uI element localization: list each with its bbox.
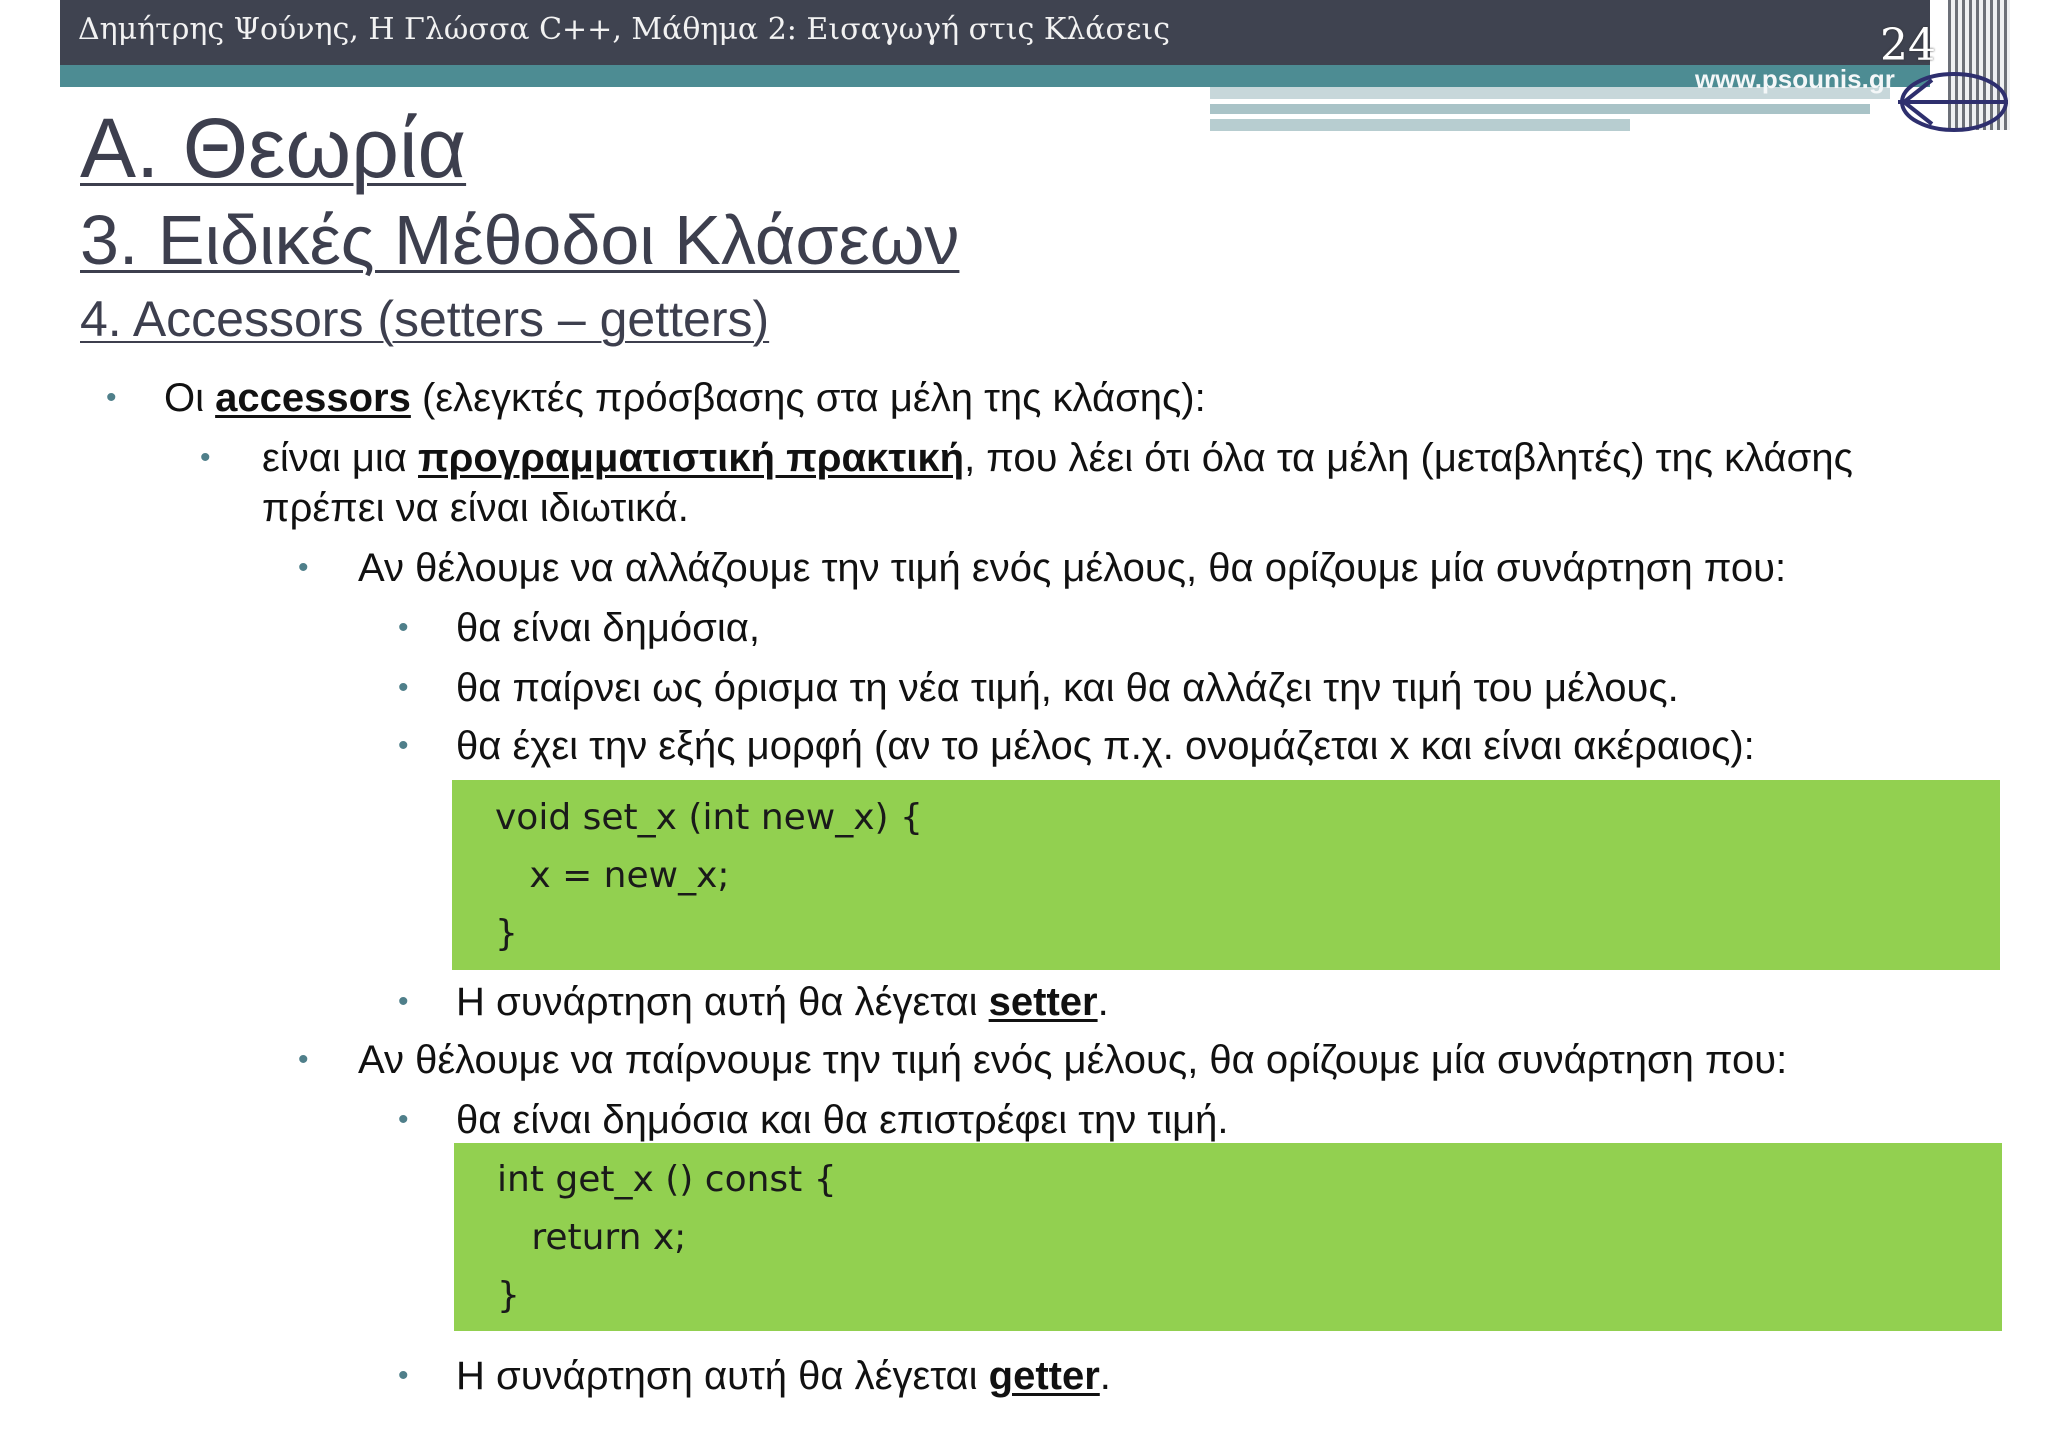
emphasis-practice: προγραμματιστική πρακτική <box>418 436 965 480</box>
header-title: Δημήτρης Ψούνης, Η Γλώσσα C++, Μάθημα 2: Εισαγωγή στις Κλάσεις <box>78 12 1171 47</box>
bullet-dot: • <box>398 985 409 1018</box>
header-teal-bar <box>60 65 1930 87</box>
bullet-form: θα έχει την εξής μορφή (αν το μέλος π.χ. ονομάζεται x και είναι ακέραιος): <box>456 724 1755 768</box>
bullet-dot: • <box>398 671 409 704</box>
bullet-new-value: θα παίρνει ως όρισμα τη νέα τιμή, και θα αλλάζει την τιμή του μέλους. <box>456 666 1679 710</box>
text: Η συνάρτηση αυτή θα λέγεται <box>456 1354 989 1398</box>
bullet-dot: • <box>298 551 309 584</box>
text: Οι <box>164 376 216 420</box>
emphasis-setter: setter <box>988 980 1098 1024</box>
header-decor-bar <box>1210 104 1870 114</box>
text: είναι μια <box>262 436 419 480</box>
bullet-dot: • <box>200 441 211 474</box>
section-title: 3. Ειδικές Μέθοδοι Κλάσεων <box>80 201 960 279</box>
bullet-dot: • <box>398 611 409 644</box>
bullet-accessors <box>164 374 1206 422</box>
code-line: x = new_x; <box>495 855 730 896</box>
psounis-logo-icon <box>1892 66 2012 136</box>
text: (ελεγκτές πρόσβασης στα μέλη της κλάσης): <box>410 376 1206 420</box>
bullet-setter-name <box>456 978 1109 1026</box>
bullet-returns: θα είναι δημόσια και θα επιστρέφει την τιμή. <box>456 1098 1229 1142</box>
code-line: } <box>497 1275 520 1316</box>
header-decor-bar <box>1210 119 1630 131</box>
bullet-getter-name <box>456 1352 1111 1400</box>
code-line: int get_x () const { <box>497 1159 837 1200</box>
bullet-dot: • <box>398 1103 409 1136</box>
code-line: void set_x (int new_x) { <box>495 797 923 838</box>
emphasis-getter: getter <box>988 1354 1100 1398</box>
bullet-dot: • <box>106 381 117 414</box>
text: . <box>1097 980 1109 1024</box>
code-line: return x; <box>497 1217 687 1258</box>
bullet-practice <box>262 434 1853 482</box>
page-number: 24 <box>1880 20 1936 71</box>
bullet-dot: • <box>298 1043 309 1076</box>
bullet-public: θα είναι δημόσια, <box>456 606 760 650</box>
text: . <box>1099 1354 1111 1398</box>
text: , που λέει ότι όλα τα μέλη (μεταβλητές) της κλάσης <box>964 436 1853 480</box>
bullet-practice-line2: πρέπει να είναι ιδιωτικά. <box>262 486 689 530</box>
text: Η συνάρτηση αυτή θα λέγεται <box>456 980 989 1024</box>
bullet-dot: • <box>398 729 409 762</box>
site-url: www.psounis.gr <box>1695 64 1895 94</box>
emphasis-accessors: accessors <box>215 376 411 420</box>
code-line: } <box>495 913 518 954</box>
slide-title: Α. Θεωρία <box>80 101 467 195</box>
bullet-dot: • <box>398 1359 409 1392</box>
bullet-getter-intro: Αν θέλουμε να παίρνουμε την τιμή ενός μέλους, θα ορίζουμε μία συνάρτηση που: <box>358 1038 1788 1082</box>
bullet-setter-intro: Αν θέλουμε να αλλάζουμε την τιμή ενός μέλους, θα ορίζουμε μία συνάρτηση που: <box>358 546 1787 590</box>
subsection-title: 4. Accessors (setters – getters) <box>80 291 770 347</box>
